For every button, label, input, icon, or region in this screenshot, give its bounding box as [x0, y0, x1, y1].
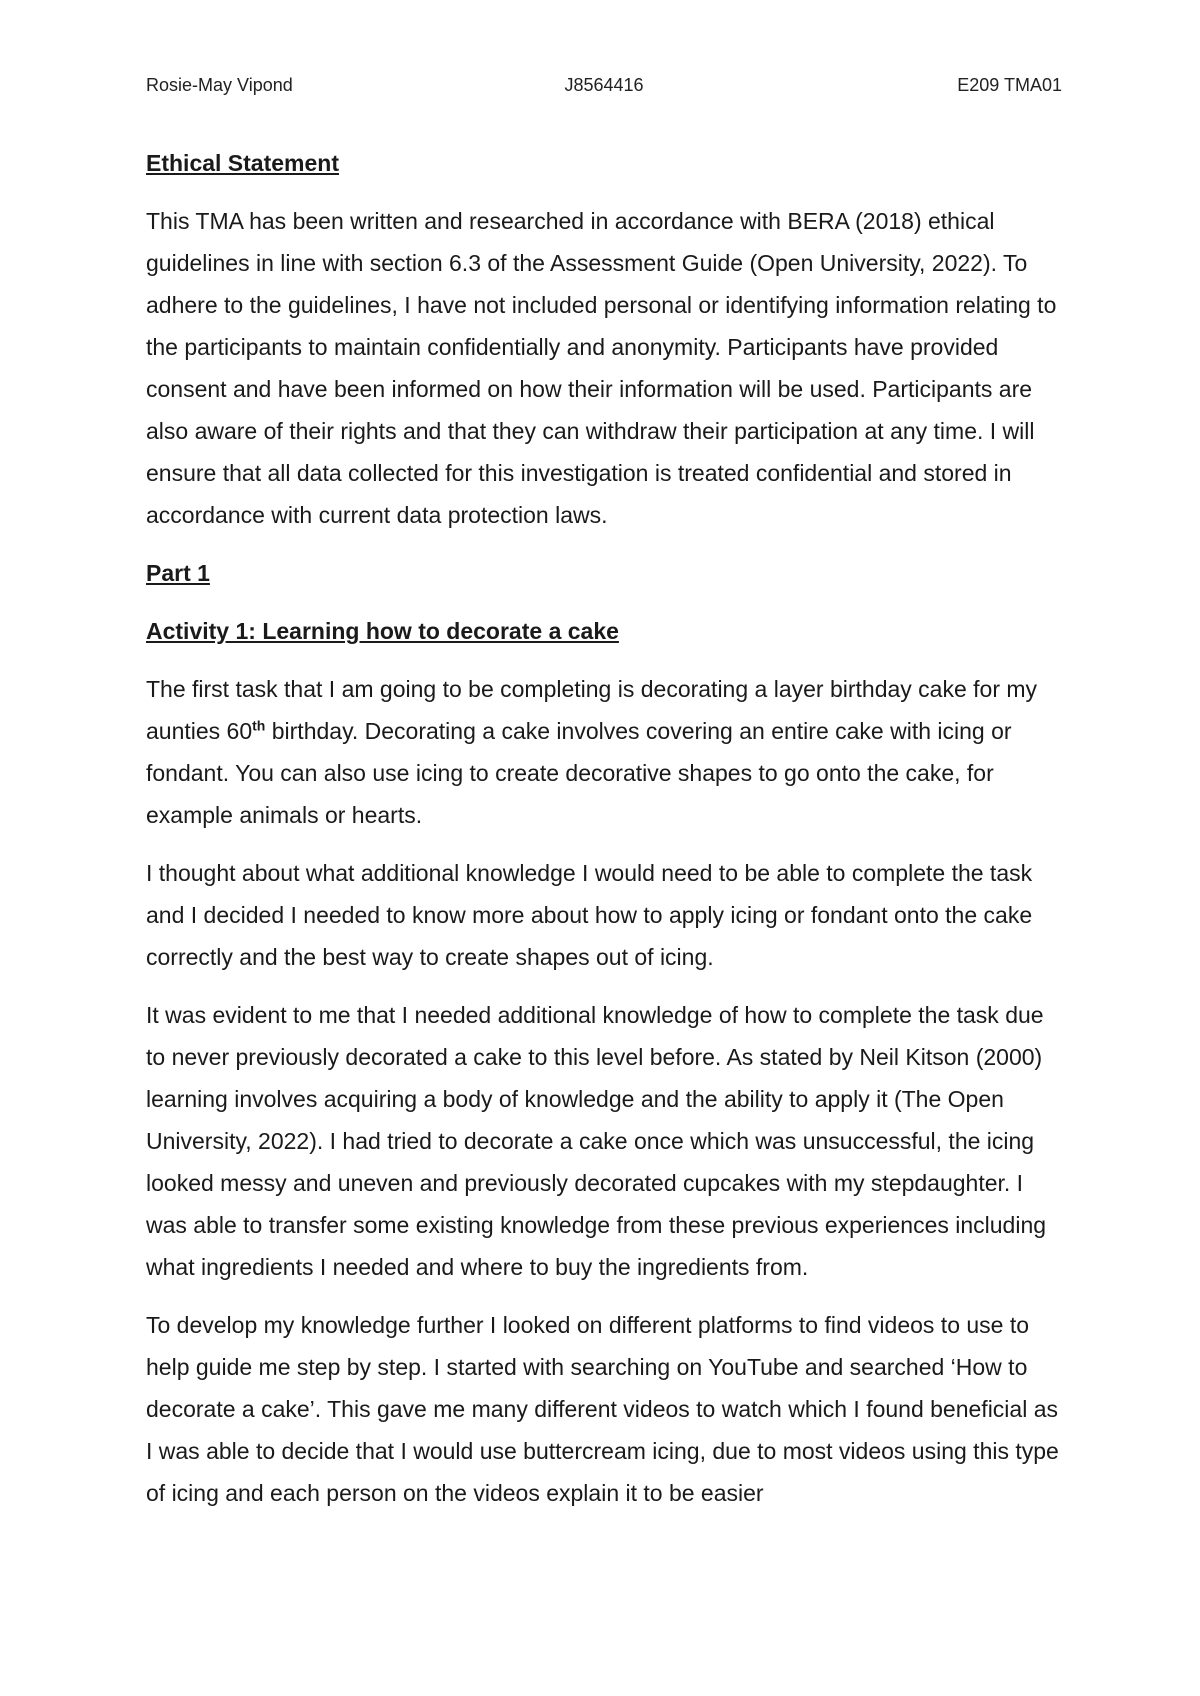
activity-p1-part-b: birthday. Decorating a cake involves covering an entire cake with icing or fondant. You can also use icing to create decorative shapes to go onto the cake, for example animals or hearts. [146, 718, 1012, 828]
ordinal-suffix: th [252, 717, 266, 734]
activity-paragraph-4: To develop my knowledge further I looked on different platforms to find videos to use to help guide me step by step. I started with searching on YouTube and searched ‘How to decorate a cake’. This gave me many different videos to watch which I found beneficial as I was able to decide that I would use buttercream icing, due to most videos using this type of icing and each person on the videos explain it to be easier [146, 1312, 1059, 1506]
header-module: E209 TMA01 [957, 75, 1062, 95]
activity-paragraph-3: It was evident to me that I needed additional knowledge of how to complete the task due to never previously decorated a cake to this level before. As stated by Neil Kitson (2000) learning involves acquiring a body of knowledge and the ability to apply it (The Open University, 2022). I had tried to decorate a cake once which was unsuccessful, the icing looked messy and uneven and previously decorated cupcakes with my stepdaughter. I was able to transfer some existing knowledge from these previous experiences including what ingredients I needed and where to buy the ingredients from. [146, 1002, 1047, 1280]
activity-paragraph-2: I thought about what additional knowledge I would need to be able to complete the task and I decided I needed to know more about how to apply icing or fondant onto the cake correctly and the best way to create shapes out of icing. [146, 860, 1033, 970]
ethical-statement-paragraph: This TMA has been written and researched in accordance with BERA (2018) ethical guidelines in line with section 6.3 of the Assessment Guide (Open University, 2022). To adhere to the guidelines, I have not included personal or identifying information relating to the participants to maintain confidentially and anonymity. Participants have provided consent and have been informed on how their information will be used. Participants are also aware of their rights and that they can withdraw their participation at any time. I will ensure that all data collected for this investigation is treated confidential and stored in accordance with current data protection laws. [146, 208, 1057, 528]
part-1-heading: Part 1 [146, 560, 210, 586]
document-body [146, 142, 1066, 1530]
activity-p1-part-a: The first task that I am going to be completing is decorating a layer birthday cake for my aunties 60 [146, 676, 1038, 744]
activity-paragraph-1 [146, 668, 1066, 836]
page-header [146, 75, 1062, 99]
ethical-statement-heading: Ethical Statement [146, 150, 339, 176]
header-student-id: J8564416 [564, 75, 644, 95]
header-author: Rosie-May Vipond [146, 75, 293, 95]
activity-1-heading: Activity 1: Learning how to decorate a cake [146, 618, 619, 644]
